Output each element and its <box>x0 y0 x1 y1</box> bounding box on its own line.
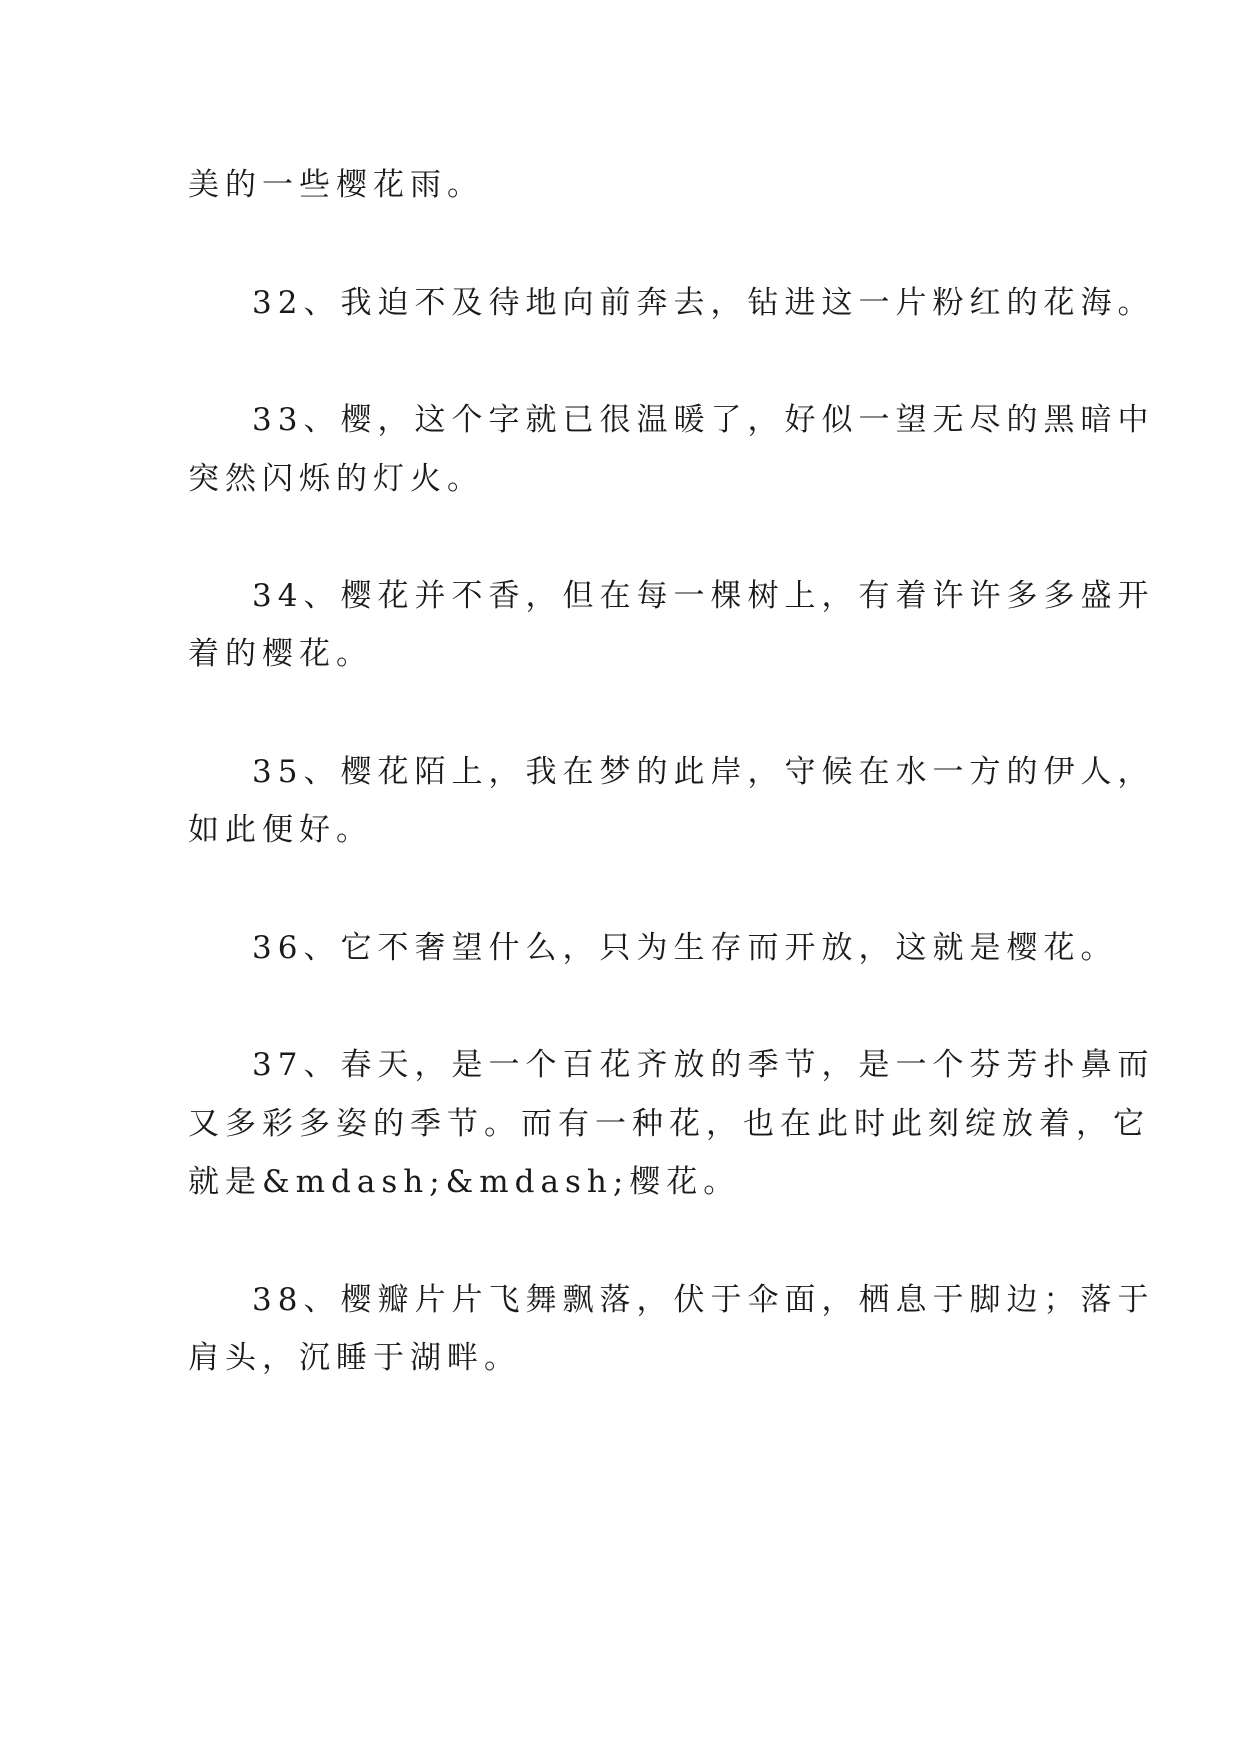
text-line: 33、樱，这个字就已很温暖了，好似一望无尽的黑暗中 <box>252 402 1155 438</box>
text-line: 肩头，沉睡于湖畔。 <box>188 1340 521 1376</box>
text-line: 美的一些樱花雨。 <box>188 167 484 203</box>
text-line: 32、我迫不及待地向前奔去，钻进这一片粉红的花海。 <box>252 285 1155 321</box>
text-line: 又多彩多姿的季节。而有一种花，也在此时此刻绽放着，它 <box>188 1106 1150 1142</box>
text-line: 37、春天，是一个百花齐放的季节，是一个芬芳扑鼻而 <box>252 1047 1155 1083</box>
text-line: 突然闪烁的灯火。 <box>188 461 484 497</box>
text-line: 就是&mdash;&mdash;樱花。 <box>188 1164 741 1200</box>
text-line: 着的樱花。 <box>188 636 373 672</box>
text-line: 36、它不奢望什么，只为生存而开放，这就是樱花。 <box>252 930 1118 966</box>
text-line: 35、樱花陌上，我在梦的此岸，守候在水一方的伊人， <box>252 754 1155 790</box>
text-line: 38、樱瓣片片飞舞飘落，伏于伞面，栖息于脚边；落于 <box>252 1282 1155 1318</box>
text-line: 34、樱花并不香，但在每一棵树上，有着许许多多盛开 <box>252 578 1155 614</box>
text-line: 如此便好。 <box>188 812 373 848</box>
